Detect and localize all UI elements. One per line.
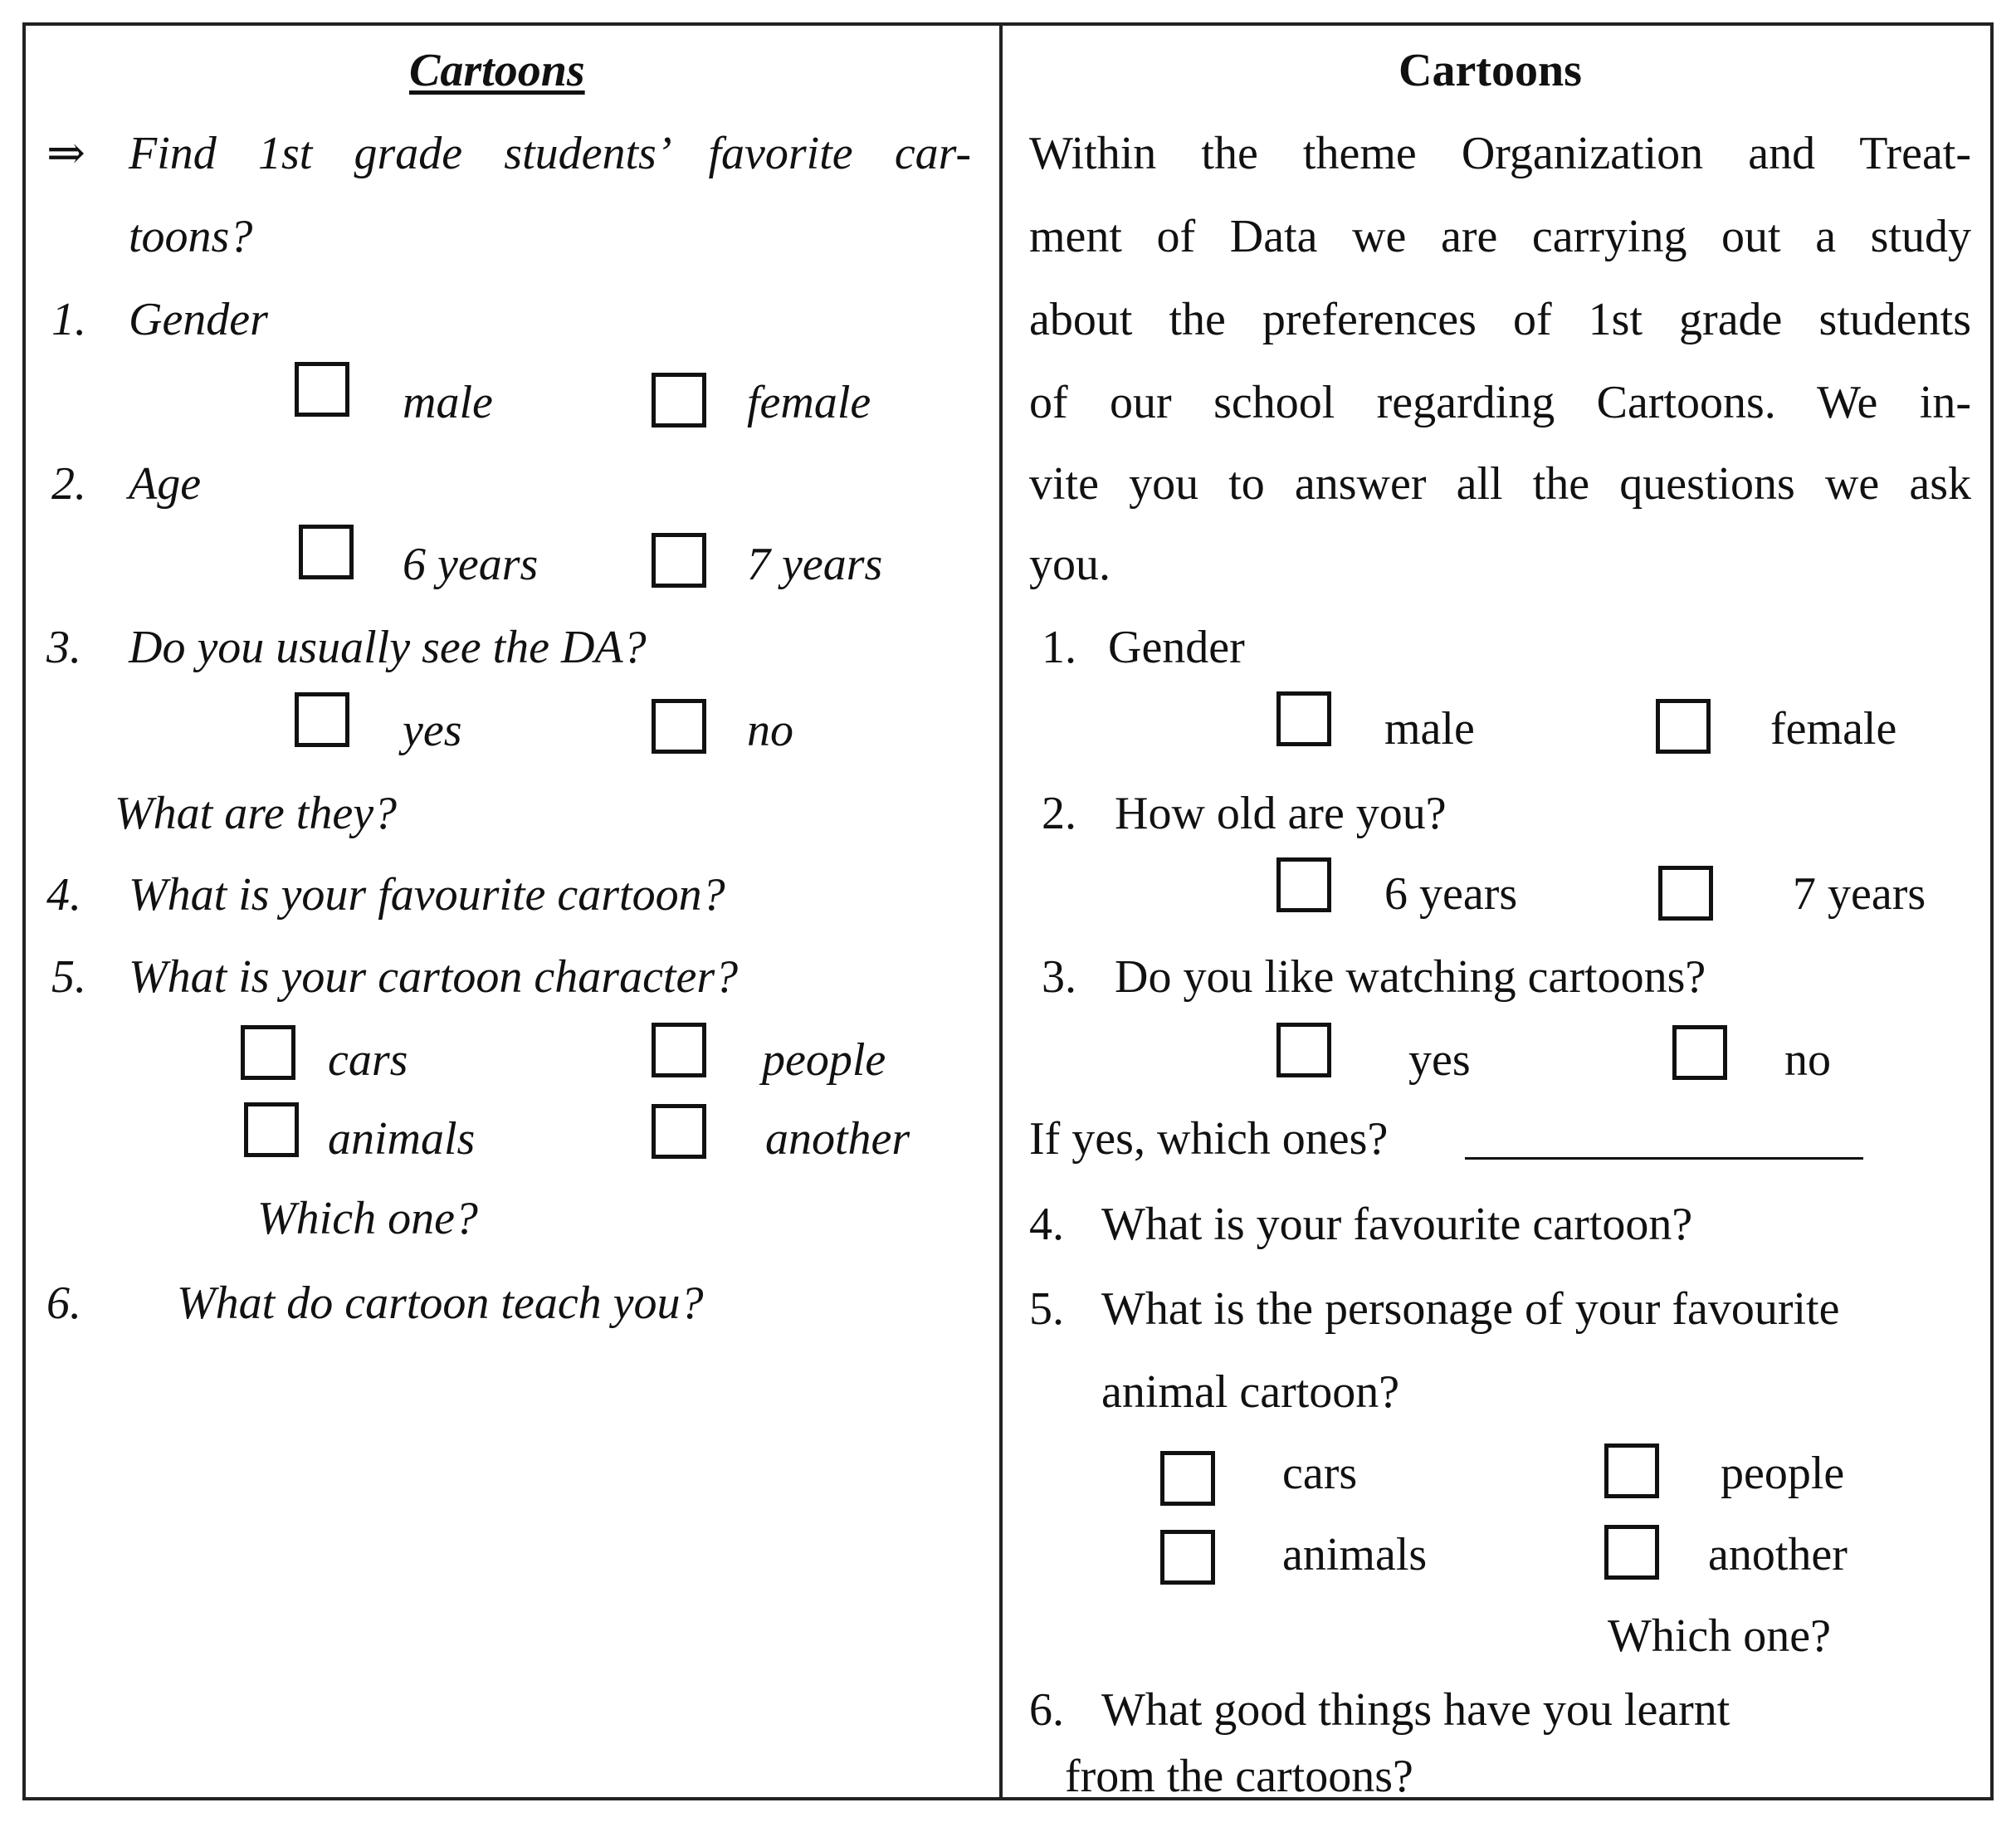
right-q3-text: Do you like watching cartoons? [1115, 951, 1706, 1003]
left-q1-female-checkbox[interactable] [652, 373, 706, 427]
left-q3-no-label: no [747, 705, 793, 756]
left-q5-text: What is your cartoon character? [129, 951, 739, 1003]
right-q3-yes-checkbox[interactable] [1276, 1023, 1331, 1077]
left-intro-line1: Find 1st grade students’ favorite car- [129, 128, 971, 179]
left-q4-text: What is your favourite cartoon? [129, 869, 725, 921]
left-q3-followup: What are they? [115, 788, 398, 839]
right-intro-line5: vite you to answer all the questions we ask [1029, 458, 1971, 510]
left-q4-number: 4. [46, 869, 81, 921]
right-q2-6years-label: 6 years [1384, 868, 1518, 920]
right-q2-6years-checkbox[interactable] [1276, 857, 1331, 912]
left-q3-yes-label: yes [403, 705, 462, 756]
right-q5-people-label: people [1721, 1448, 1845, 1499]
right-q6-number: 6. [1029, 1684, 1064, 1736]
left-q2-6years-checkbox[interactable] [299, 525, 354, 579]
right-q1-text: Gender [1108, 622, 1245, 673]
left-q2-7years-label: 7 years [747, 539, 883, 590]
left-q5-cars-label: cars [328, 1034, 408, 1086]
left-q5-people-checkbox[interactable] [652, 1023, 706, 1077]
column-divider [999, 22, 1003, 1800]
left-q2-number: 2. [51, 458, 86, 510]
left-title: Cartoons [409, 45, 585, 96]
right-q1-male-checkbox[interactable] [1276, 691, 1331, 746]
left-q5-another-checkbox[interactable] [652, 1104, 706, 1159]
right-q5-another-label: another [1708, 1529, 1848, 1580]
left-q1-male-label: male [403, 377, 493, 428]
right-q2-7years-checkbox[interactable] [1658, 866, 1713, 921]
right-q5-animals-label: animals [1282, 1529, 1428, 1580]
right-title: Cartoons [1399, 45, 1582, 96]
right-q2-text: How old are you? [1115, 788, 1447, 839]
left-q5-people-label: people [762, 1034, 886, 1086]
right-q3-number: 3. [1042, 951, 1076, 1003]
right-q1-female-label: female [1770, 703, 1897, 755]
arrow-icon: ⇒ [46, 128, 85, 179]
left-q5-followup: Which one? [257, 1193, 478, 1244]
right-q5-cars-checkbox[interactable] [1160, 1451, 1215, 1506]
right-q1-male-label: male [1384, 703, 1475, 755]
right-q5-animals-checkbox[interactable] [1160, 1530, 1215, 1585]
right-q4-text: What is your favourite cartoon? [1101, 1199, 1693, 1250]
left-q5-cars-checkbox[interactable] [241, 1025, 295, 1080]
right-intro-line1: Within the theme Organization and Treat- [1029, 128, 1971, 179]
right-q2-number: 2. [1042, 788, 1076, 839]
left-q1-number: 1. [51, 294, 86, 345]
left-q5-animals-label: animals [328, 1113, 476, 1165]
left-q3-number: 3. [46, 622, 81, 673]
right-intro-line4: of our school regarding Cartoons. We in- [1029, 377, 1971, 428]
right-q3-no-label: no [1784, 1034, 1831, 1086]
right-intro-line3: about the preferences of 1st grade students [1029, 294, 1971, 345]
left-q3-yes-checkbox[interactable] [295, 692, 349, 747]
right-q1-number: 1. [1042, 622, 1076, 673]
left-q1-text: Gender [129, 294, 268, 345]
right-q5-cars-label: cars [1282, 1448, 1358, 1499]
right-q5-followup: Which one? [1608, 1610, 1831, 1662]
right-q5-text-line1: What is the personage of your favourite [1101, 1283, 1840, 1335]
left-q5-another-label: another [765, 1113, 910, 1165]
right-q5-text-line2: animal cartoon? [1101, 1366, 1400, 1418]
left-q6-number: 6. [46, 1277, 81, 1329]
right-q5-another-checkbox[interactable] [1604, 1525, 1659, 1580]
left-q2-7years-checkbox[interactable] [652, 533, 706, 588]
right-q3-followup: If yes, which ones? [1029, 1113, 1389, 1165]
left-q2-text: Age [129, 458, 202, 510]
right-q4-number: 4. [1029, 1199, 1064, 1250]
left-q5-number: 5. [51, 951, 86, 1003]
left-q2-6years-label: 6 years [403, 539, 539, 590]
right-intro-line2: ment of Data we are carrying out a study [1029, 211, 1971, 262]
left-q3-text: Do you usually see the DA? [129, 622, 647, 673]
left-q5-animals-checkbox[interactable] [244, 1102, 299, 1157]
left-q1-male-checkbox[interactable] [295, 362, 349, 417]
left-q6-text: What do cartoon teach you? [177, 1277, 704, 1329]
right-q2-7years-label: 7 years [1793, 868, 1926, 920]
right-q6-text-line2: from the cartoons? [1065, 1751, 1413, 1802]
right-intro-line6: you. [1029, 539, 1111, 590]
right-q3-answer-line[interactable] [1465, 1157, 1863, 1160]
left-intro-line2: toons? [129, 211, 253, 262]
left-q1-female-label: female [747, 377, 871, 428]
right-q3-no-checkbox[interactable] [1672, 1025, 1727, 1080]
right-q5-number: 5. [1029, 1283, 1064, 1335]
right-q3-yes-label: yes [1408, 1034, 1471, 1086]
left-q3-no-checkbox[interactable] [652, 699, 706, 754]
right-q5-people-checkbox[interactable] [1604, 1444, 1659, 1498]
right-q6-text-line1: What good things have you learnt [1101, 1684, 1730, 1736]
right-q1-female-checkbox[interactable] [1656, 699, 1711, 754]
